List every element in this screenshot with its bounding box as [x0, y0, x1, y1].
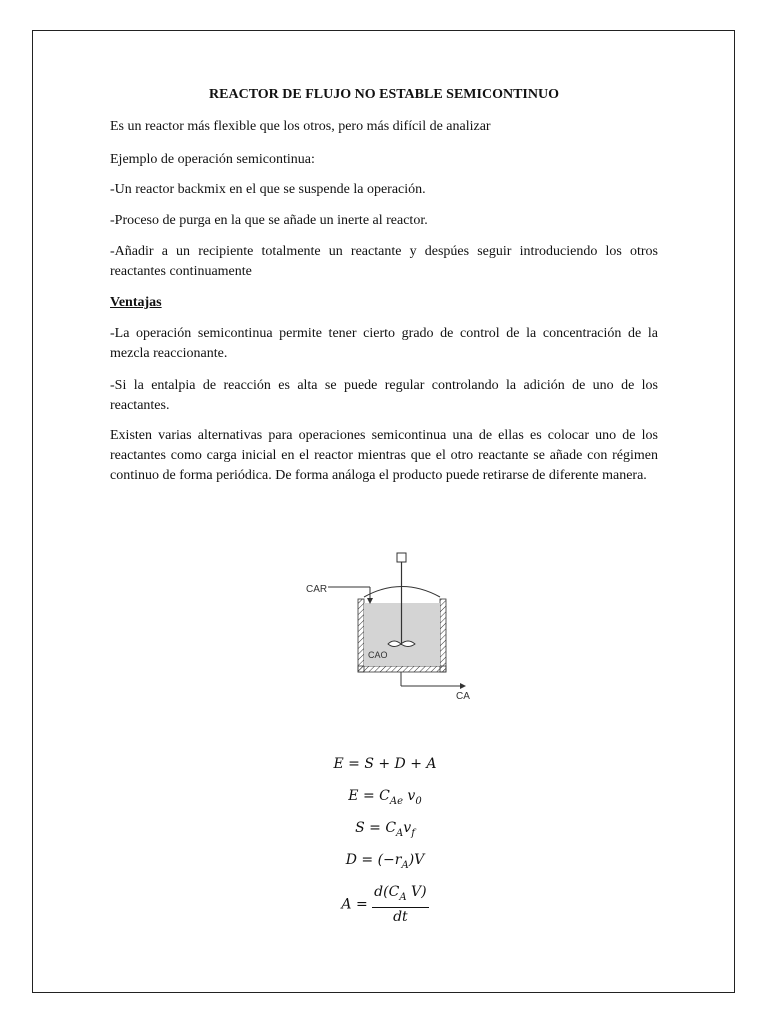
equation-entry: $E = C_{Ae}$ $v_0$	[348, 788, 422, 807]
equation-exit: $S = C_Av_f$	[355, 820, 415, 839]
motor-icon	[397, 553, 406, 562]
advantage-item-1: -La operación semicontinua permite tener cierto grado de control de la concentración de la mezcla reaccionante.	[110, 326, 658, 361]
vessel-right-wall	[440, 599, 446, 672]
advantage-item-2: -Si la entalpia de reacción es alta se puede regular controlando la adición de uno de los reactantes.	[110, 378, 658, 413]
label-initial: CAO	[368, 650, 388, 660]
example-item-1: -Un reactor backmix en el que se suspende la operación.	[110, 182, 426, 197]
accumulation-fraction: $\frac{d(C_A V)}{dt}$	[374, 884, 427, 925]
page-border	[32, 30, 735, 993]
advantages-heading: Ventajas	[110, 295, 162, 310]
equation-disappearance: $D = (-r_A)V$	[345, 852, 425, 871]
vessel-left-wall	[358, 599, 364, 672]
closing-paragraph: Existen varias alternativas para operaciones semicontinua una de ellas es colocar uno de los reactantes como carga inicial en el reactor mientras que el otro reactante se añade con régimen continuo de forma periódica. De forma análoga el producto puede retirarse de diferente manera.	[110, 428, 658, 483]
equation-balance: E = S + D + A	[333, 756, 437, 772]
example-heading: Ejemplo de operación semicontinua:	[110, 152, 315, 167]
example-item-2: -Proceso de purga en la que se añade un inerte al reactor.	[110, 213, 428, 228]
equation-accumulation: A = $\frac{d(C_A V)}{dt}$	[341, 884, 427, 925]
vessel-bottom	[358, 666, 446, 672]
example-item-3: -Añadir a un recipiente totalmente un reactante y despúes seguir introduciendo los otros reactantes continuamente	[110, 244, 658, 279]
document-title: REACTOR DE FLUJO NO ESTABLE SEMICONTINUO	[209, 87, 559, 102]
label-outlet: CA	[456, 691, 470, 702]
label-inlet: CAR	[306, 584, 328, 595]
intro-paragraph: Es un reactor más flexible que los otros, pero más difícil de analizar	[110, 119, 491, 134]
semibatch-reactor-diagram	[300, 548, 490, 708]
outlet-arrow	[460, 683, 466, 689]
